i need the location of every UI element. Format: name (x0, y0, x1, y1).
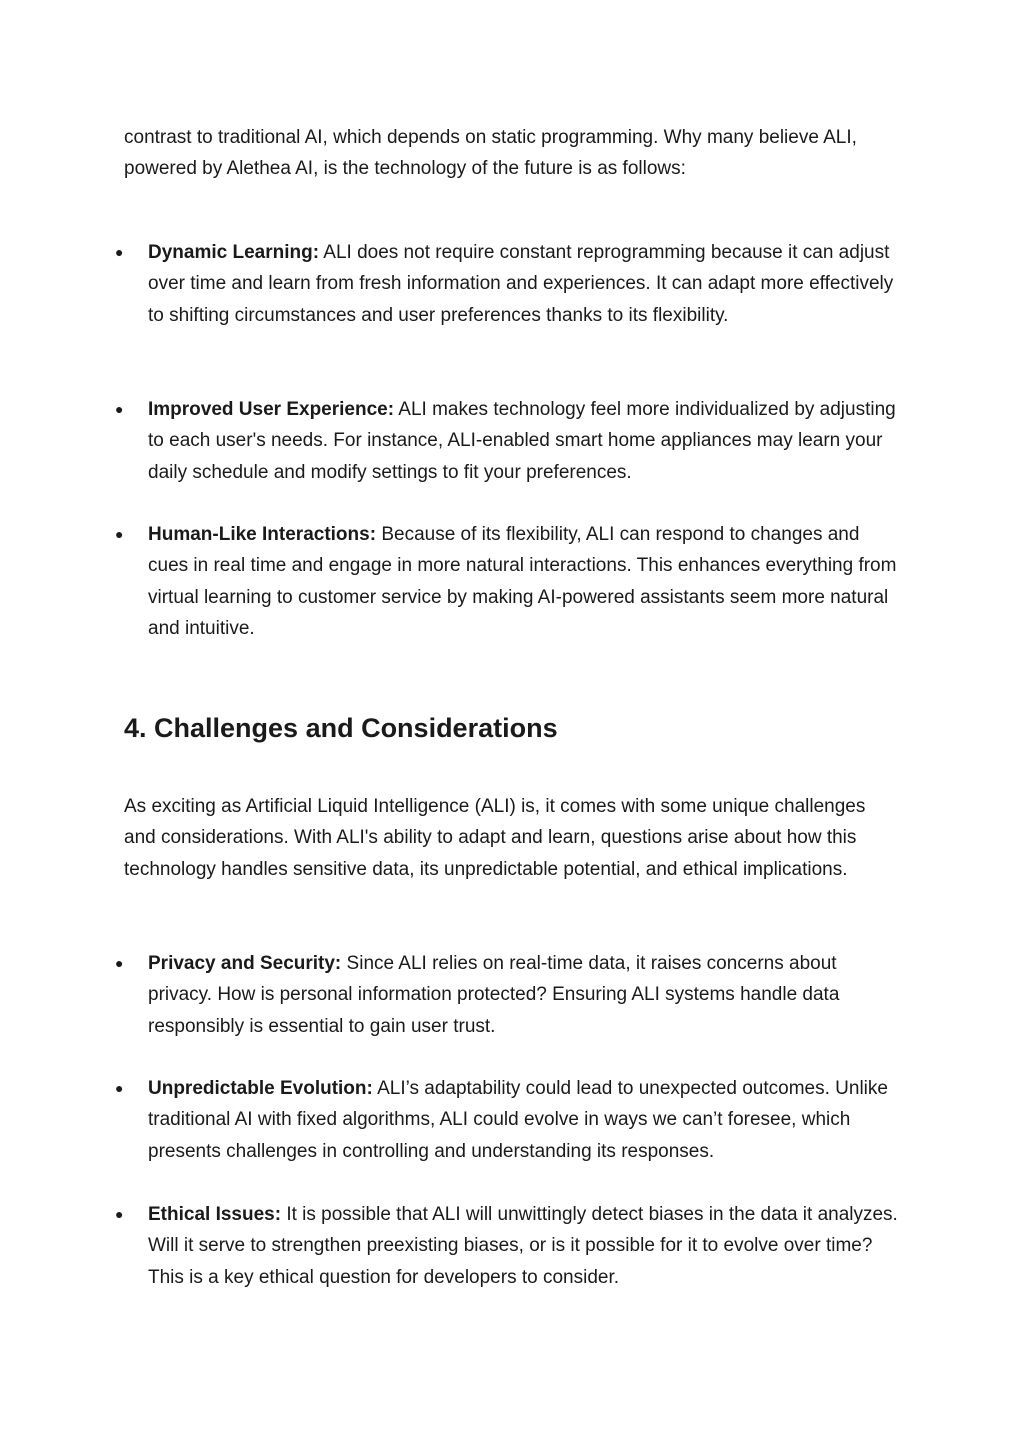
bullet-icon: ● (115, 244, 124, 260)
benefit-list-item-user-experience (115, 394, 900, 488)
bullet-icon: ● (115, 1206, 124, 1222)
bullet-text: ALI does not require constant reprogramming because it can adjust over time and learn from fresh information and experiences. It can adapt more effectively to shifting circumstances and user preferences thanks to its flexibility. (148, 242, 894, 326)
bullet-icon: ● (115, 1080, 124, 1096)
challenge-list-item-ethical-issues (115, 1199, 900, 1293)
benefit-list-item-human-like-interactions (115, 519, 900, 645)
bullet-text: Because of its flexibility, ALI can respond to changes and cues in real time and engage in more natural interactions. This enhances everything from virtual learning to customer service by making AI-powered assistants seem more natural and intuitive. (148, 524, 897, 640)
bullet-text: It is possible that ALI will unwittingly detect biases in the data it analyzes. Will it serve to strengthen preexisting biases, or is it possible for it to evolve over time? This is a key ethical question for developers to consider. (148, 1204, 898, 1288)
bullet-term: Ethical Issues: (148, 1204, 282, 1225)
bullet-text: Since ALI relies on real-time data, it raises concerns about privacy. How is personal information protected? Ensuring ALI systems handle data responsibly is essential to gain user trust. (148, 953, 840, 1037)
bullet-term: Dynamic Learning: (148, 242, 320, 263)
section-heading: 4. Challenges and Considerations (124, 713, 558, 743)
bullet-icon: ● (115, 401, 124, 417)
bullet-term: Improved User Experience: (148, 399, 395, 420)
bullet-term: Privacy and Security: (148, 953, 342, 974)
bullet-text: ALI’s adaptability could lead to unexpected outcomes. Unlike traditional AI with fixed algorithms, ALI could evolve in ways we can’t foresee, which presents challenges in controlling and understanding its responses. (148, 1078, 888, 1162)
challenge-list-item-unpredictable-evolution (115, 1073, 900, 1167)
benefit-list-item-dynamic-learning (115, 237, 900, 331)
intro-paragraph: contrast to traditional AI, which depends on static programming. Why many believe ALI, powered by Alethea AI, is the technology of the future is as follows: (124, 127, 857, 180)
bullet-term: Human-Like Interactions: (148, 524, 377, 545)
bullet-text: ALI makes technology feel more individualized by adjusting to each user's needs. For instance, ALI-enabled smart home appliances may learn your daily schedule and modify settings to fit your preferences. (148, 399, 896, 483)
challenge-list-item-privacy (115, 948, 900, 1042)
bullet-icon: ● (115, 955, 124, 971)
section-intro-paragraph: As exciting as Artificial Liquid Intelligence (ALI) is, it comes with some unique challenges and considerations. With ALI's ability to adapt and learn, questions arise about how this technology handles sensitive data, its unpredictable potential, and ethical implications. (124, 796, 866, 880)
bullet-icon: ● (115, 526, 124, 542)
bullet-term: Unpredictable Evolution: (148, 1078, 373, 1099)
